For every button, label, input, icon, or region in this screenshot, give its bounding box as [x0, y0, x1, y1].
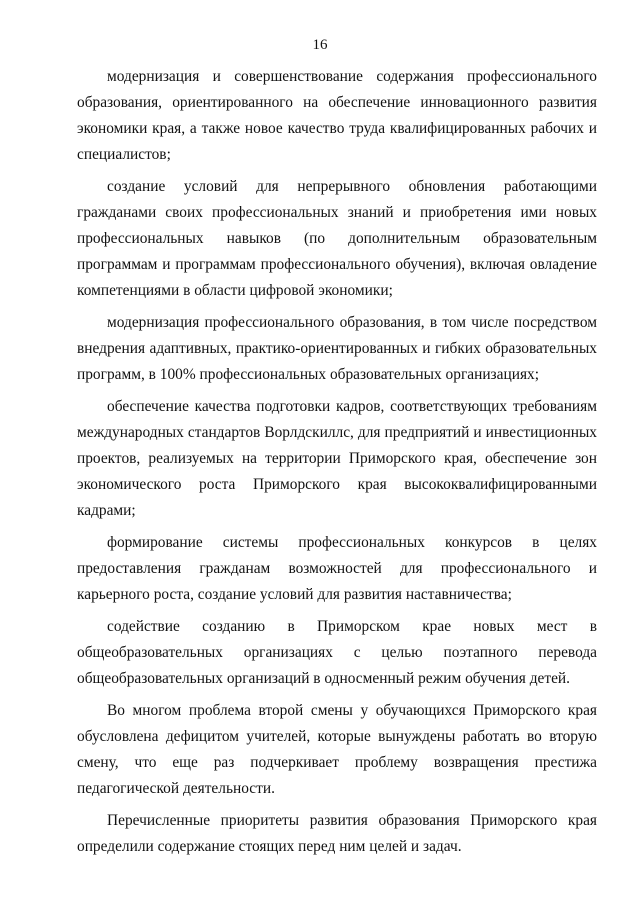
paragraph-priorities-summary: Перечисленные приоритеты развития образования Приморского края определили содержание стоящих перед ним целей и задач.	[77, 812, 597, 855]
page-number: 16	[312, 37, 328, 53]
paragraph-worldskills-quality: обеспечение качества подготовки кадров, соответствующих требованиям международных стандартов Ворлдскиллс, для предприятий и инвестиционных проектов, реализуемых на территории Приморского края, обеспечение зон экономического роста Приморского края высококвалифицированными кадрами;	[77, 398, 597, 519]
paragraph-second-shift-problem: Во многом проблема второй смены у обучающихся Приморского края обусловлена дефицитом учителей, которые вынуждены работать во вторую смену, что еще раз подчеркивает проблему возвращения престижа педагогической деятельности.	[77, 702, 597, 797]
paragraph-continuous-learning: создание условий для непрерывного обновления работающими гражданами своих профессиональных знаний и приобретения ими новых профессиональных навыков (по дополнительным образовательным программам и программам профессионального обучения), включая овладение компетенциями в области цифровой экономики;	[77, 178, 597, 299]
paragraph-adaptive-programs: модернизация профессионального образования, в том числе посредством внедрения адаптивных, практико-ориентированных и гибких образовательных программ, в 100% профессиональных образовательных организациях;	[77, 314, 597, 383]
paragraph-modernization-content: модернизация и совершенствование содержания профессионального образования, ориентированного на обеспечение инновационного развития экономики края, а также новое качество труда квалифицированных рабочих и специалистов;	[77, 68, 597, 163]
body-text	[77, 64, 597, 866]
paragraph-new-school-places: содействие созданию в Приморском крае новых мест в общеобразовательных организациях с целью поэтапного перевода общеобразовательных организаций в односменный режим обучения детей.	[77, 618, 597, 687]
paragraph-professional-contests: формирование системы профессиональных конкурсов в целях предоставления гражданам возможностей для профессионального и карьерного роста, создание условий для развития наставничества;	[77, 534, 597, 603]
